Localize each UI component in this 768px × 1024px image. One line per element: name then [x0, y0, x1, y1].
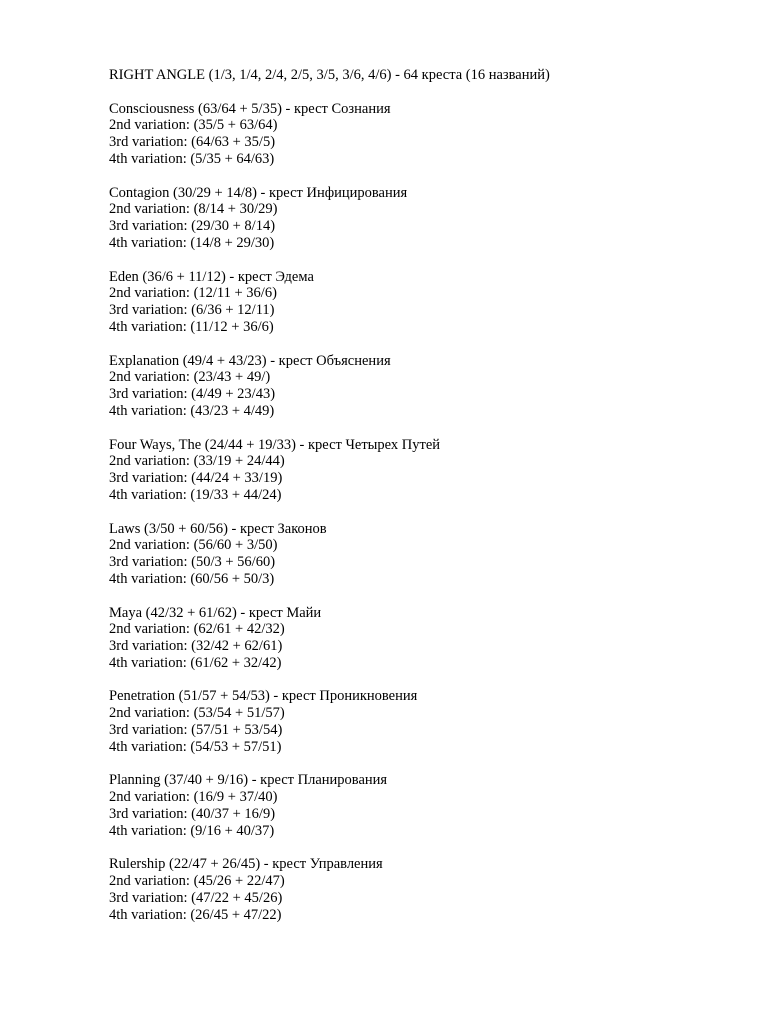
cross-title: Rulership (22/47 + 26/45) - крест Управления [109, 856, 383, 873]
cross-variation-4: 4th variation: (11/12 + 36/6) [109, 318, 274, 335]
cross-variation-3: 3rd variation: (6/36 + 12/11) [109, 302, 275, 319]
cross-variation-3: 3rd variation: (40/37 + 16/9) [109, 806, 276, 823]
cross-variation-2: 2nd variation: (62/61 + 42/32) [109, 621, 285, 638]
cross-title: Maya (42/32 + 61/62) - крест Майи [109, 604, 322, 621]
cross-variation-3: 3rd variation: (44/24 + 33/19) [109, 470, 283, 487]
cross-block-four-ways [109, 437, 729, 504]
cross-title: Contagion (30/29 + 14/8) - крест Инфицирования [109, 184, 408, 201]
cross-block-explanation [109, 353, 729, 420]
cross-block-planning [109, 772, 729, 839]
cross-variation-4: 4th variation: (43/23 + 4/49) [109, 402, 275, 419]
cross-variation-2: 2nd variation: (53/54 + 51/57) [109, 705, 285, 722]
cross-block-eden [109, 269, 729, 336]
cross-block-laws [109, 521, 729, 588]
cross-variation-2: 2nd variation: (16/9 + 37/40) [109, 789, 278, 806]
cross-title: Consciousness (63/64 + 5/35) - крест Сознания [109, 100, 391, 117]
cross-variation-4: 4th variation: (60/56 + 50/3) [109, 570, 275, 587]
cross-title: Explanation (49/4 + 43/23) - крест Объяснения [109, 352, 391, 369]
cross-variation-3: 3rd variation: (29/30 + 8/14) [109, 218, 276, 235]
cross-title: Eden (36/6 + 11/12) - крест Эдема [109, 268, 314, 285]
cross-block-rulership [109, 856, 729, 923]
cross-variation-4: 4th variation: (19/33 + 44/24) [109, 486, 282, 503]
cross-variation-2: 2nd variation: (33/19 + 24/44) [109, 453, 285, 470]
cross-variation-3: 3rd variation: (32/42 + 62/61) [109, 638, 283, 655]
cross-variation-2: 2nd variation: (12/11 + 36/6) [109, 285, 277, 302]
cross-variation-2: 2nd variation: (56/60 + 3/50) [109, 537, 278, 554]
cross-block-consciousness [109, 101, 729, 168]
cross-variation-3: 3rd variation: (50/3 + 56/60) [109, 554, 276, 571]
cross-variation-4: 4th variation: (54/53 + 57/51) [109, 738, 282, 755]
cross-variation-4: 4th variation: (14/8 + 29/30) [109, 234, 275, 251]
cross-variation-4: 4th variation: (61/62 + 32/42) [109, 654, 282, 671]
cross-variation-4: 4th variation: (5/35 + 64/63) [109, 150, 275, 167]
cross-block-contagion [109, 185, 729, 252]
cross-variation-2: 2nd variation: (8/14 + 30/29) [109, 201, 278, 218]
document-heading: RIGHT ANGLE (1/3, 1/4, 2/4, 2/5, 3/5, 3/6, 4/6) - 64 креста (16 названий) [109, 67, 550, 83]
cross-variation-2: 2nd variation: (35/5 + 63/64) [109, 117, 278, 134]
cross-title: Four Ways, The (24/44 + 19/33) - крест Четырех Путей [109, 436, 441, 453]
cross-variation-3: 3rd variation: (64/63 + 35/5) [109, 134, 276, 151]
cross-title: Penetration (51/57 + 54/53) - крест Проникновения [109, 688, 418, 705]
cross-variation-4: 4th variation: (26/45 + 47/22) [109, 906, 282, 923]
cross-title: Laws (3/50 + 60/56) - крест Законов [109, 520, 327, 537]
cross-variation-3: 3rd variation: (4/49 + 23/43) [109, 386, 276, 403]
cross-variation-2: 2nd variation: (45/26 + 22/47) [109, 873, 285, 890]
cross-title: Planning (37/40 + 9/16) - крест Планирования [109, 772, 388, 789]
cross-variation-3: 3rd variation: (57/51 + 53/54) [109, 722, 283, 739]
cross-block-maya [109, 605, 729, 672]
document-page [109, 67, 729, 940]
cross-variation-3: 3rd variation: (47/22 + 45/26) [109, 890, 283, 907]
cross-variation-4: 4th variation: (9/16 + 40/37) [109, 822, 275, 839]
cross-block-penetration [109, 688, 729, 755]
cross-variation-2: 2nd variation: (23/43 + 49/) [109, 369, 271, 386]
